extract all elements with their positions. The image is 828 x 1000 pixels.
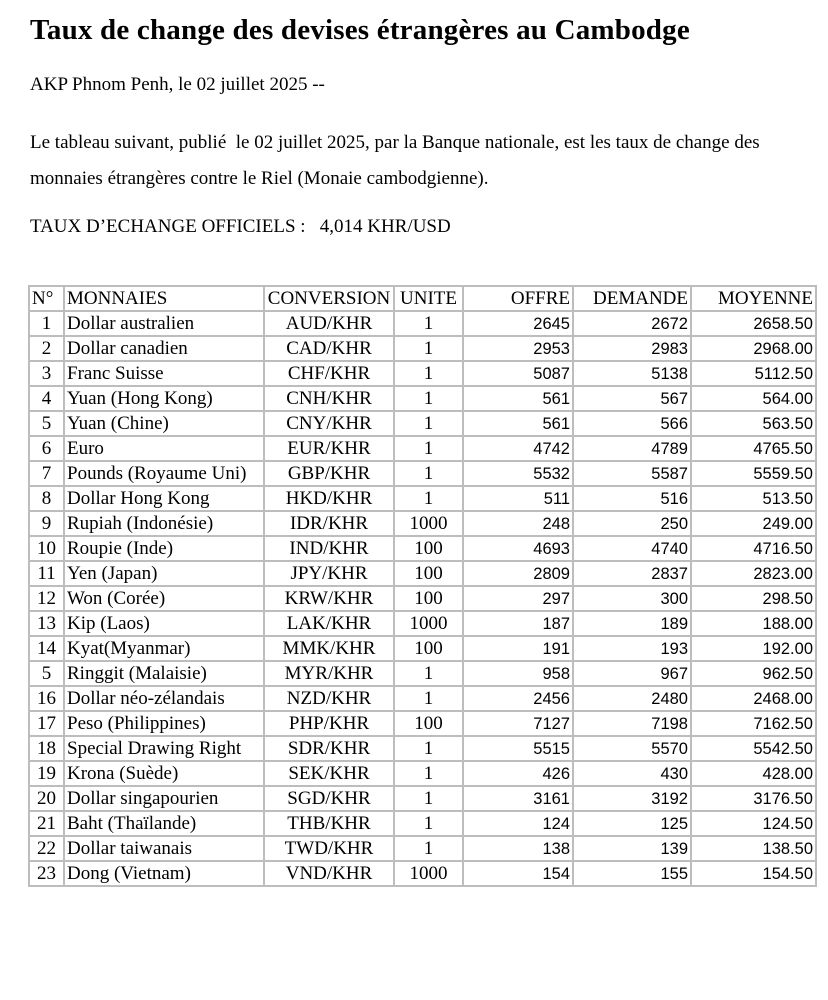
- cell-unit: 1: [394, 811, 463, 836]
- cell-conversion: TWD/KHR: [264, 836, 394, 861]
- cell-conversion: CNH/KHR: [264, 386, 394, 411]
- cell-no: 12: [29, 586, 64, 611]
- cell-offer: 2809: [463, 561, 573, 586]
- official-rate-line: TAUX D’ECHANGE OFFICIELS : 4,014 KHR/USD: [30, 216, 451, 237]
- cell-offer: 138: [463, 836, 573, 861]
- cell-unit: 1: [394, 311, 463, 336]
- cell-currency: Baht (Thaïlande): [64, 811, 264, 836]
- cell-average: 428.00: [691, 761, 816, 786]
- cell-average: 154.50: [691, 861, 816, 886]
- table-row: [29, 686, 816, 711]
- cell-average: 5559.50: [691, 461, 816, 486]
- cell-currency: Ringgit (Malaisie): [64, 661, 264, 686]
- cell-average: 138.50: [691, 836, 816, 861]
- cell-currency: Dollar australien: [64, 311, 264, 336]
- header-moyenne: MOYENNE: [691, 286, 816, 311]
- cell-unit: 1: [394, 836, 463, 861]
- cell-no: 14: [29, 636, 64, 661]
- cell-conversion: IND/KHR: [264, 536, 394, 561]
- cell-offer: 154: [463, 861, 573, 886]
- cell-unit: 1: [394, 411, 463, 436]
- table-row: [29, 386, 816, 411]
- cell-no: 5: [29, 661, 64, 686]
- cell-demand: 5587: [573, 461, 691, 486]
- cell-demand: 566: [573, 411, 691, 436]
- cell-average: 962.50: [691, 661, 816, 686]
- cell-average: 2968.00: [691, 336, 816, 361]
- cell-unit: 1: [394, 786, 463, 811]
- intro-line-1: Le tableau suivant, publié le 02 juillet 2025, par la Banque nationale, est les taux de change des: [30, 132, 760, 153]
- cell-average: 4716.50: [691, 536, 816, 561]
- cell-no: 11: [29, 561, 64, 586]
- cell-currency: Kyat(Myanmar): [64, 636, 264, 661]
- cell-unit: 100: [394, 586, 463, 611]
- cell-average: 7162.50: [691, 711, 816, 736]
- cell-conversion: PHP/KHR: [264, 711, 394, 736]
- cell-offer: 561: [463, 411, 573, 436]
- cell-no: 2: [29, 336, 64, 361]
- cell-offer: 2953: [463, 336, 573, 361]
- cell-demand: 155: [573, 861, 691, 886]
- cell-currency: Peso (Philippines): [64, 711, 264, 736]
- cell-offer: 5532: [463, 461, 573, 486]
- table-row: [29, 586, 816, 611]
- table-row: [29, 711, 816, 736]
- table-row: [29, 411, 816, 436]
- cell-demand: 4740: [573, 536, 691, 561]
- cell-offer: 191: [463, 636, 573, 661]
- table-header: [29, 286, 816, 311]
- cell-unit: 100: [394, 711, 463, 736]
- cell-demand: 2837: [573, 561, 691, 586]
- exchange-rates-table: [28, 285, 817, 887]
- cell-demand: 300: [573, 586, 691, 611]
- table-row: [29, 461, 816, 486]
- table-row: [29, 786, 816, 811]
- cell-no: 3: [29, 361, 64, 386]
- cell-currency: Special Drawing Right: [64, 736, 264, 761]
- cell-unit: 1: [394, 761, 463, 786]
- cell-conversion: THB/KHR: [264, 811, 394, 836]
- table-row: [29, 811, 816, 836]
- cell-unit: 1: [394, 736, 463, 761]
- cell-currency: Roupie (Inde): [64, 536, 264, 561]
- cell-demand: 5570: [573, 736, 691, 761]
- cell-unit: 1000: [394, 611, 463, 636]
- cell-conversion: SGD/KHR: [264, 786, 394, 811]
- cell-offer: 2456: [463, 686, 573, 711]
- cell-conversion: SEK/KHR: [264, 761, 394, 786]
- cell-offer: 511: [463, 486, 573, 511]
- cell-conversion: EUR/KHR: [264, 436, 394, 461]
- cell-no: 21: [29, 811, 64, 836]
- cell-average: 249.00: [691, 511, 816, 536]
- cell-conversion: CNY/KHR: [264, 411, 394, 436]
- table-row: [29, 611, 816, 636]
- cell-currency: Dollar Hong Kong: [64, 486, 264, 511]
- cell-demand: 250: [573, 511, 691, 536]
- cell-unit: 100: [394, 561, 463, 586]
- exchange-rates-table-body: [29, 311, 816, 886]
- cell-offer: 5515: [463, 736, 573, 761]
- table-row: [29, 661, 816, 686]
- cell-average: 2658.50: [691, 311, 816, 336]
- cell-demand: 2480: [573, 686, 691, 711]
- cell-no: 19: [29, 761, 64, 786]
- cell-currency: Rupiah (Indonésie): [64, 511, 264, 536]
- cell-average: 2468.00: [691, 686, 816, 711]
- cell-conversion: VND/KHR: [264, 861, 394, 886]
- header-offre: OFFRE: [463, 286, 573, 311]
- cell-average: 4765.50: [691, 436, 816, 461]
- cell-demand: 516: [573, 486, 691, 511]
- table-row: [29, 336, 816, 361]
- cell-average: 513.50: [691, 486, 816, 511]
- cell-unit: 1000: [394, 861, 463, 886]
- table-row: [29, 436, 816, 461]
- cell-currency: Pounds (Royaume Uni): [64, 461, 264, 486]
- cell-offer: 7127: [463, 711, 573, 736]
- cell-no: 4: [29, 386, 64, 411]
- cell-unit: 1: [394, 361, 463, 386]
- cell-conversion: LAK/KHR: [264, 611, 394, 636]
- cell-currency: Krona (Suède): [64, 761, 264, 786]
- cell-no: 8: [29, 486, 64, 511]
- page-title: Taux de change des devises étrangères au Cambodge: [30, 14, 690, 46]
- intro-paragraph: [30, 125, 798, 197]
- header-unite: UNITE: [394, 286, 463, 311]
- cell-demand: 5138: [573, 361, 691, 386]
- cell-demand: 4789: [573, 436, 691, 461]
- cell-no: 1: [29, 311, 64, 336]
- cell-conversion: JPY/KHR: [264, 561, 394, 586]
- table-row: [29, 536, 816, 561]
- cell-demand: 2983: [573, 336, 691, 361]
- cell-demand: 2672: [573, 311, 691, 336]
- cell-conversion: GBP/KHR: [264, 461, 394, 486]
- cell-currency: Yen (Japan): [64, 561, 264, 586]
- cell-conversion: MMK/KHR: [264, 636, 394, 661]
- cell-no: 6: [29, 436, 64, 461]
- cell-no: 22: [29, 836, 64, 861]
- cell-demand: 125: [573, 811, 691, 836]
- cell-currency: Franc Suisse: [64, 361, 264, 386]
- cell-no: 7: [29, 461, 64, 486]
- cell-unit: 1: [394, 386, 463, 411]
- cell-no: 18: [29, 736, 64, 761]
- cell-offer: 958: [463, 661, 573, 686]
- cell-offer: 124: [463, 811, 573, 836]
- cell-currency: Dollar taiwanais: [64, 836, 264, 861]
- cell-offer: 187: [463, 611, 573, 636]
- cell-unit: 1: [394, 336, 463, 361]
- cell-demand: 567: [573, 386, 691, 411]
- cell-no: 5: [29, 411, 64, 436]
- cell-currency: Dollar canadien: [64, 336, 264, 361]
- cell-average: 192.00: [691, 636, 816, 661]
- cell-conversion: SDR/KHR: [264, 736, 394, 761]
- cell-offer: 3161: [463, 786, 573, 811]
- cell-no: 23: [29, 861, 64, 886]
- cell-average: 5112.50: [691, 361, 816, 386]
- cell-demand: 967: [573, 661, 691, 686]
- cell-no: 9: [29, 511, 64, 536]
- table-row: [29, 761, 816, 786]
- cell-average: 124.50: [691, 811, 816, 836]
- cell-offer: 4693: [463, 536, 573, 561]
- cell-currency: Dollar néo-zélandais: [64, 686, 264, 711]
- cell-conversion: IDR/KHR: [264, 511, 394, 536]
- header-monnaies: MONNAIES: [64, 286, 264, 311]
- cell-no: 17: [29, 711, 64, 736]
- cell-demand: 139: [573, 836, 691, 861]
- table-row: [29, 486, 816, 511]
- cell-average: 188.00: [691, 611, 816, 636]
- cell-currency: Kip (Laos): [64, 611, 264, 636]
- table-row: [29, 361, 816, 386]
- cell-no: 10: [29, 536, 64, 561]
- cell-no: 13: [29, 611, 64, 636]
- cell-conversion: MYR/KHR: [264, 661, 394, 686]
- cell-unit: 1000: [394, 511, 463, 536]
- cell-offer: 248: [463, 511, 573, 536]
- cell-average: 2823.00: [691, 561, 816, 586]
- dateline: AKP Phnom Penh, le 02 juillet 2025 --: [30, 74, 325, 95]
- cell-currency: Euro: [64, 436, 264, 461]
- header-no: N°: [29, 286, 64, 311]
- cell-offer: 5087: [463, 361, 573, 386]
- cell-conversion: KRW/KHR: [264, 586, 394, 611]
- cell-currency: Yuan (Hong Kong): [64, 386, 264, 411]
- cell-average: 5542.50: [691, 736, 816, 761]
- intro-line-2: monnaies étrangères contre le Riel (Monaie cambodgienne).: [30, 168, 489, 189]
- cell-currency: Dollar singapourien: [64, 786, 264, 811]
- cell-unit: 1: [394, 486, 463, 511]
- table-row: [29, 861, 816, 886]
- cell-unit: 100: [394, 636, 463, 661]
- cell-average: 298.50: [691, 586, 816, 611]
- header-demande: DEMANDE: [573, 286, 691, 311]
- cell-offer: 4742: [463, 436, 573, 461]
- cell-offer: 297: [463, 586, 573, 611]
- cell-currency: Dong (Vietnam): [64, 861, 264, 886]
- table-row: [29, 836, 816, 861]
- table-row: [29, 736, 816, 761]
- cell-unit: 1: [394, 686, 463, 711]
- cell-offer: 561: [463, 386, 573, 411]
- table-header-row: [29, 286, 816, 311]
- cell-unit: 1: [394, 461, 463, 486]
- cell-conversion: HKD/KHR: [264, 486, 394, 511]
- header-conversion: CONVERSION: [264, 286, 394, 311]
- cell-average: 564.00: [691, 386, 816, 411]
- cell-no: 16: [29, 686, 64, 711]
- table-row: [29, 311, 816, 336]
- cell-conversion: NZD/KHR: [264, 686, 394, 711]
- cell-offer: 426: [463, 761, 573, 786]
- cell-conversion: AUD/KHR: [264, 311, 394, 336]
- cell-no: 20: [29, 786, 64, 811]
- cell-currency: Won (Corée): [64, 586, 264, 611]
- table-row: [29, 636, 816, 661]
- cell-unit: 1: [394, 661, 463, 686]
- cell-demand: 3192: [573, 786, 691, 811]
- cell-demand: 7198: [573, 711, 691, 736]
- cell-average: 3176.50: [691, 786, 816, 811]
- cell-conversion: CHF/KHR: [264, 361, 394, 386]
- cell-unit: 1: [394, 436, 463, 461]
- cell-unit: 100: [394, 536, 463, 561]
- table-row: [29, 561, 816, 586]
- cell-demand: 189: [573, 611, 691, 636]
- cell-currency: Yuan (Chine): [64, 411, 264, 436]
- cell-average: 563.50: [691, 411, 816, 436]
- cell-conversion: CAD/KHR: [264, 336, 394, 361]
- table-row: [29, 511, 816, 536]
- cell-demand: 193: [573, 636, 691, 661]
- cell-offer: 2645: [463, 311, 573, 336]
- cell-demand: 430: [573, 761, 691, 786]
